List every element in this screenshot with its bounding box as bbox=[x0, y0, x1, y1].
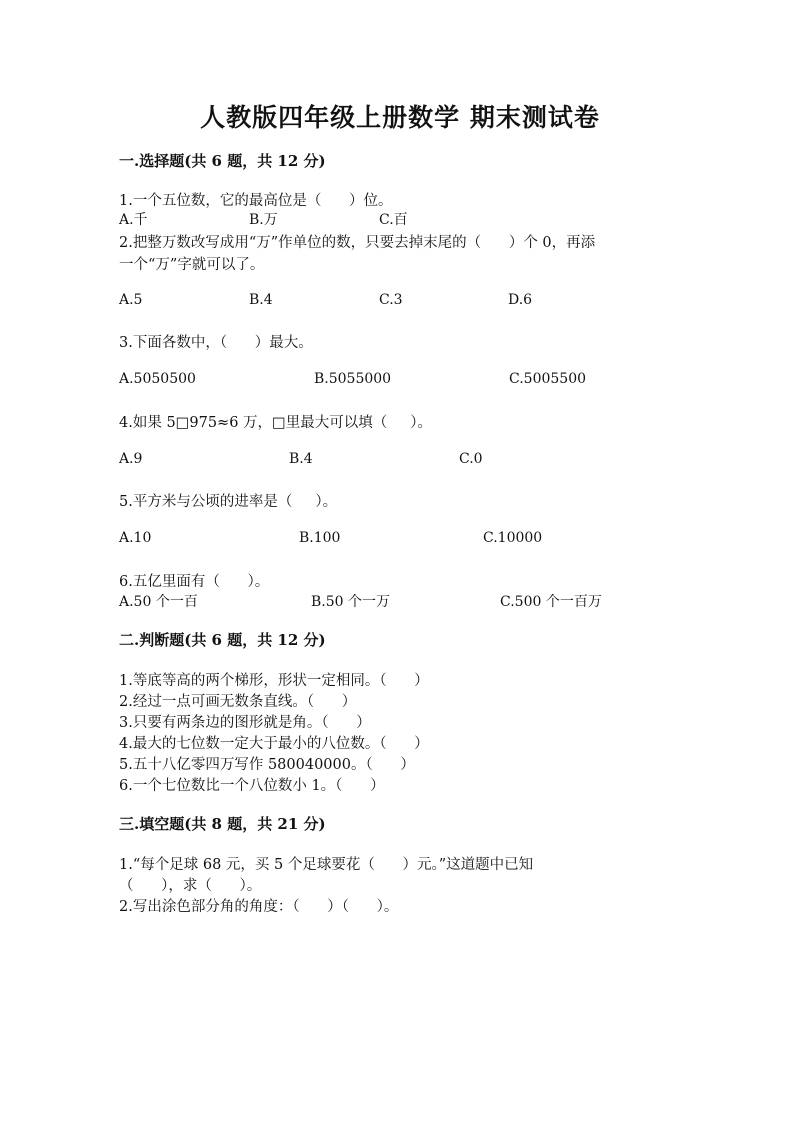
question-1-stem: 1.一个五位数，它的最高位是（ ）位。 bbox=[119, 193, 393, 209]
section-heading-fill-blank: 三.填空题(共 8 题，共 21 分) bbox=[119, 815, 326, 833]
question-6-option-b: B.50 个一万 bbox=[311, 594, 391, 610]
question-1-option-b: B.万 bbox=[249, 212, 278, 228]
question-6-option-c: C.500 个一百万 bbox=[500, 594, 602, 610]
section-heading-true-false: 二.判断题(共 6 题，共 12 分) bbox=[119, 631, 326, 649]
question-3-stem: 3.下面各数中，（ ）最大。 bbox=[119, 335, 313, 351]
true-false-item-1: 1.等底等高的两个梯形，形状一定相同。（ ） bbox=[119, 673, 429, 689]
question-2-option-d: D.6 bbox=[508, 292, 533, 308]
question-2-option-a: A.5 bbox=[119, 292, 143, 308]
fill-blank-item-2: 2.写出涂色部分角的角度：（ ）（ ）。 bbox=[119, 899, 399, 915]
question-6-option-a: A.50 个一百 bbox=[119, 594, 198, 610]
fill-blank-item-1-line-2: （ ），求（ ）。 bbox=[119, 878, 262, 894]
question-4-option-c: C.0 bbox=[459, 451, 483, 467]
question-5-option-c: C.10000 bbox=[483, 530, 543, 546]
true-false-item-4: 4.最大的七位数一定大于最小的八位数。（ ） bbox=[119, 736, 429, 752]
question-6-stem: 6.五亿里面有（ ）。 bbox=[119, 574, 270, 590]
question-2-stem-line-1: 2.把整万数改写成用“万”作单位的数，只要去掉末尾的（ ）个 0，再添 bbox=[119, 235, 596, 251]
question-5-option-b: B.100 bbox=[299, 530, 341, 546]
question-2-stem-line-2: 一个“万”字就可以了。 bbox=[119, 257, 265, 273]
page-title: 人教版四年级上册数学 期末测试卷 bbox=[200, 103, 600, 132]
question-1-option-c: C.百 bbox=[379, 212, 408, 228]
fill-blank-item-1-line-1: 1.“每个足球 68 元，买 5 个足球要花（ ）元。”这道题中已知 bbox=[119, 857, 534, 873]
question-3-option-b: B.5055000 bbox=[314, 371, 392, 387]
question-5-option-a: A.10 bbox=[119, 530, 152, 546]
question-2-option-c: C.3 bbox=[379, 292, 403, 308]
true-false-item-6: 6.一个七位数比一个八位数小 1。（ ） bbox=[119, 778, 385, 794]
question-5-stem: 5.平方米与公顷的进率是（ ）。 bbox=[119, 494, 338, 510]
question-3-option-c: C.5005500 bbox=[509, 371, 587, 387]
true-false-item-2: 2.经过一点可画无数条直线。（ ） bbox=[119, 694, 357, 710]
question-2-option-b: B.4 bbox=[249, 292, 273, 308]
question-1-option-a: A.千 bbox=[119, 212, 148, 228]
section-heading-choice: 一.选择题(共 6 题，共 12 分) bbox=[119, 152, 326, 170]
question-4-stem: 4.如果 5□975≈6 万，□里最大可以填（ ）。 bbox=[119, 415, 433, 431]
question-3-option-a: A.5050500 bbox=[119, 371, 196, 387]
question-4-option-b: B.4 bbox=[289, 451, 313, 467]
true-false-item-3: 3.只要有两条边的图形就是角。（ ） bbox=[119, 715, 371, 731]
true-false-item-5: 5.五十八亿零四万写作 580040000。（ ） bbox=[119, 757, 415, 773]
question-4-option-a: A.9 bbox=[119, 451, 143, 467]
